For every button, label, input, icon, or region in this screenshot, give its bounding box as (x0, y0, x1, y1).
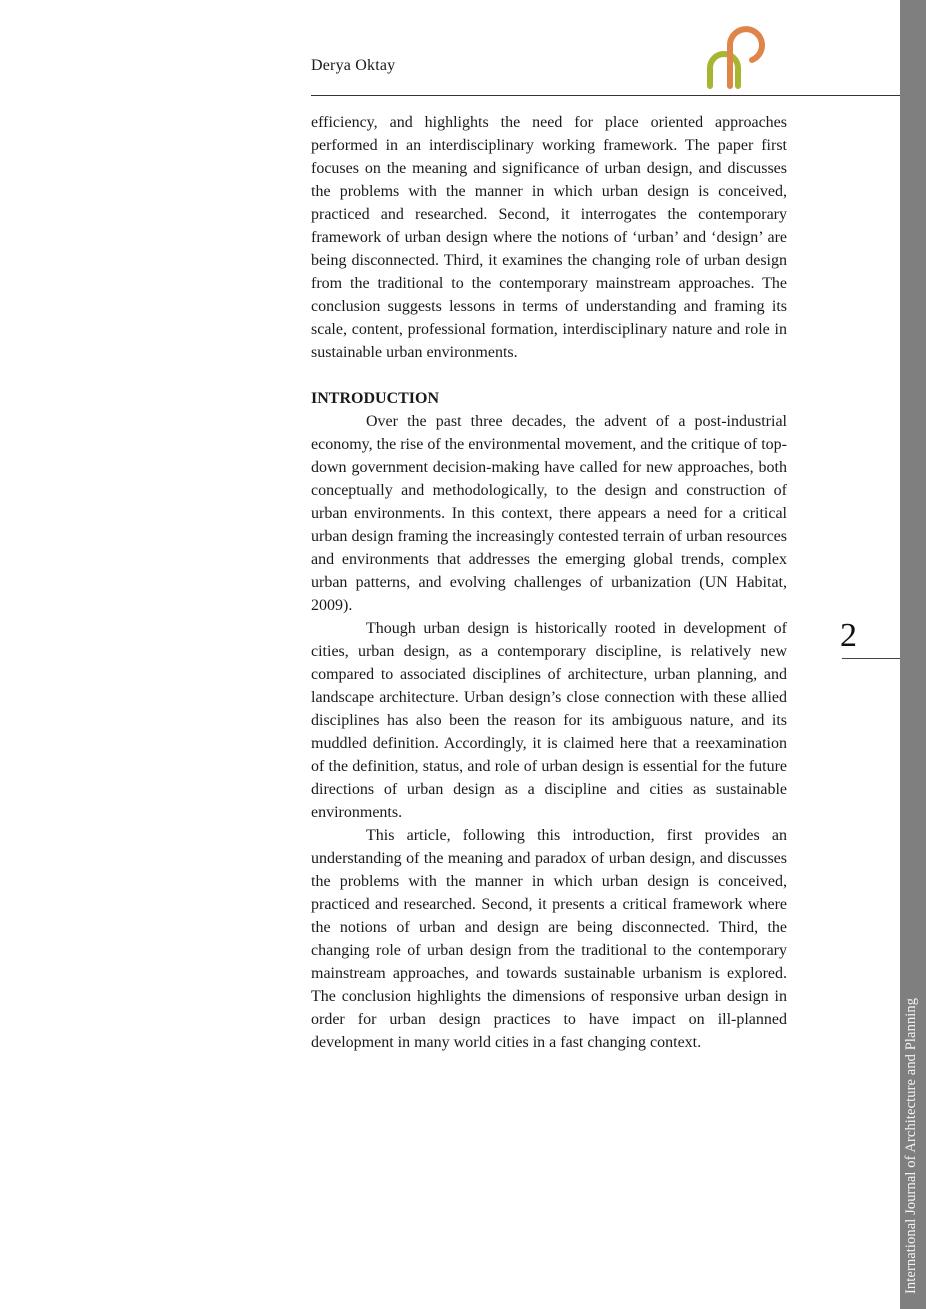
page-number: 2 (840, 617, 857, 654)
journal-title-vertical: International Journal of Architecture and Planning (903, 997, 919, 1294)
section-heading-introduction: INTRODUCTION (311, 390, 440, 407)
intro-paragraph-1: Over the past three decades, the advent of a post-industrial economy, the rise of the environmental movement, and the critique of top-down government decision-making have called for new approaches, both conceptually and methodologically, to the design and construction of urban environments. In this context, there appears a need for a critical urban design framing the increasingly contested terrain of urban resources and environments that addresses the emerging global trends, complex urban patterns, and evolving challenges of urbanization (UN Habitat, 2009). (311, 413, 787, 614)
author-name: Derya Oktay (311, 57, 396, 74)
article-body (311, 111, 787, 1054)
logo-green-arch (710, 54, 738, 86)
intro-paragraph-2: Though urban design is historically rooted in development of cities, urban design, as a contemporary discipline, is relatively new compared to associated disciplines of architecture, urban planning, and landscape architecture. Urban design’s close connection with these allied disciplines has also been the reason for its ambiguous nature, and its muddled definition. Accordingly, it is claimed here that a reexamination of the definition, status, and role of urban design is essential for the future directions of urban design as a discipline and cities as sustainable environments. (311, 620, 787, 821)
abstract-continuation: efficiency, and highlights the need for place oriented approaches performed in an interdisciplinary working framework. The paper first focuses on the meaning and significance of urban design, and discusses the problems with the manner in which urban design is conceived, practiced and researched. Second, it interrogates the contemporary framework of urban design where the notions of ‘urban’ and ‘design’ are being disconnected. Third, it examines the changing role of urban design from the traditional to the contemporary mainstream approaches. The conclusion suggests lessons in terms of understanding and framing its scale, content, professional formation, interdisciplinary nature and role in sustainable urban environments. (311, 114, 787, 361)
journal-logo (700, 24, 772, 90)
page-number-rule (842, 658, 900, 659)
header-rule (311, 95, 900, 96)
intro-paragraph-3: This article, following this introduction, first provides an understanding of the meaning and paradox of urban design, and discusses the problems with the manner in which urban design is conceived, practiced and researched. Second, it presents a critical framework where the notions of urban and design are being disconnected. Third, the changing role of urban design from the traditional to the contemporary mainstream approaches, and towards sustainable urbanism is explored. The conclusion highlights the dimensions of responsive urban design in order for urban design practices to have impact on ill-planned development in many world cities in a fast changing context. (311, 827, 787, 1051)
